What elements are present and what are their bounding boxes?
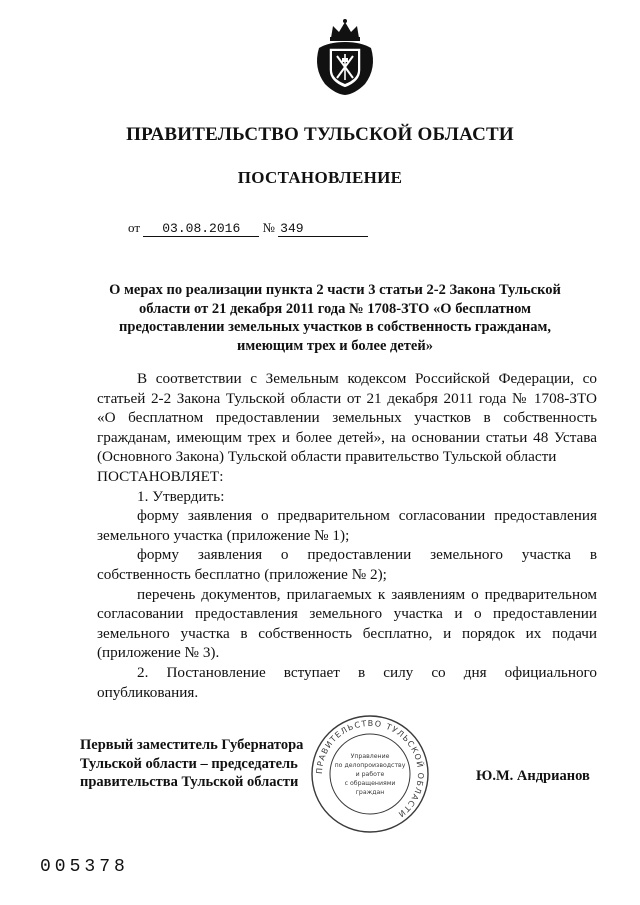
item-1c: перечень документов, прилагаемых к заявлениям о предварительном согласовании предоставления земельного участка и о предоставлении земельного участка в собственность бесплатно, и порядок их подачи (приложение № 3).: [97, 585, 597, 662]
official-stamp-icon: [308, 712, 432, 836]
stamp-line: по делопроизводству: [334, 762, 406, 769]
document-type-heading: ПОСТАНОВЛЕНИЕ: [237, 168, 403, 187]
signer-title-line: правительства Тульской области: [80, 774, 299, 790]
document-title: [95, 281, 575, 355]
title-line: имеющим трех и более детей»: [237, 337, 433, 354]
stamp-line: и работе: [355, 771, 385, 778]
stamp-line: с обращениями: [344, 780, 396, 787]
item-1: 1. Утвердить:: [137, 487, 225, 505]
decides-word: ПОСТАНОВЛЯЕТ:: [97, 467, 224, 485]
serial-number: 005378: [40, 857, 129, 877]
item-1a: форму заявления о предварительном согласовании предоставления земельного участка (приложение № 1);: [97, 507, 597, 544]
document-number: 349: [278, 221, 368, 237]
signer-title-line: Первый заместитель Губернатора: [80, 737, 304, 753]
signer-name: Ю.М. Андрианов: [476, 768, 590, 784]
document-body: [97, 369, 597, 702]
item-1b: форму заявления о предоставлении земельного участка в собственность бесплатно (приложение № 2);: [97, 546, 597, 583]
title-line: области от 21 декабря 2011 года № 1708-ЗТО «О бесплатном: [138, 300, 532, 317]
title-line: предоставлении земельных участков в собственность гражданам,: [119, 319, 551, 335]
coat-of-arms-icon: [311, 18, 379, 96]
number-prefix: №: [262, 220, 275, 235]
stamp-line: Управление: [350, 753, 390, 760]
stamp-ring-text: ПРАВИТЕЛЬСТВО ТУЛЬСКОЙ ОБЛАСТИ: [314, 718, 426, 820]
organization-heading: ПРАВИТЕЛЬСТВО ТУЛЬСКОЙ ОБЛАСТИ: [126, 124, 514, 145]
document-date: 03.08.2016: [143, 221, 259, 237]
preamble-paragraph: В соответствии с Земельным кодексом Российской Федерации, со статьей 2-2 Закона Тульской области от 21 декабря 2011 года № 1708-ЗТО «О бесплатном предоставлении земельных участков в собственность гражданам, имеющим трех и более детей», на основании статьи 48 Устава (Основного Закона) Тульской области правительство Тульской области: [97, 370, 597, 466]
signer-block: [80, 736, 303, 792]
date-prefix: от: [128, 220, 141, 235]
signer-title-line: Тульской области – председатель: [80, 755, 298, 772]
title-line: О мерах по реализации пункта 2 части 3 статьи 2-2 Закона Тульской: [109, 282, 561, 298]
date-number-line: [128, 220, 368, 237]
item-2: 2. Постановление вступает в силу со дня официального опубликования.: [97, 663, 597, 701]
stamp-line: граждан: [355, 789, 385, 796]
